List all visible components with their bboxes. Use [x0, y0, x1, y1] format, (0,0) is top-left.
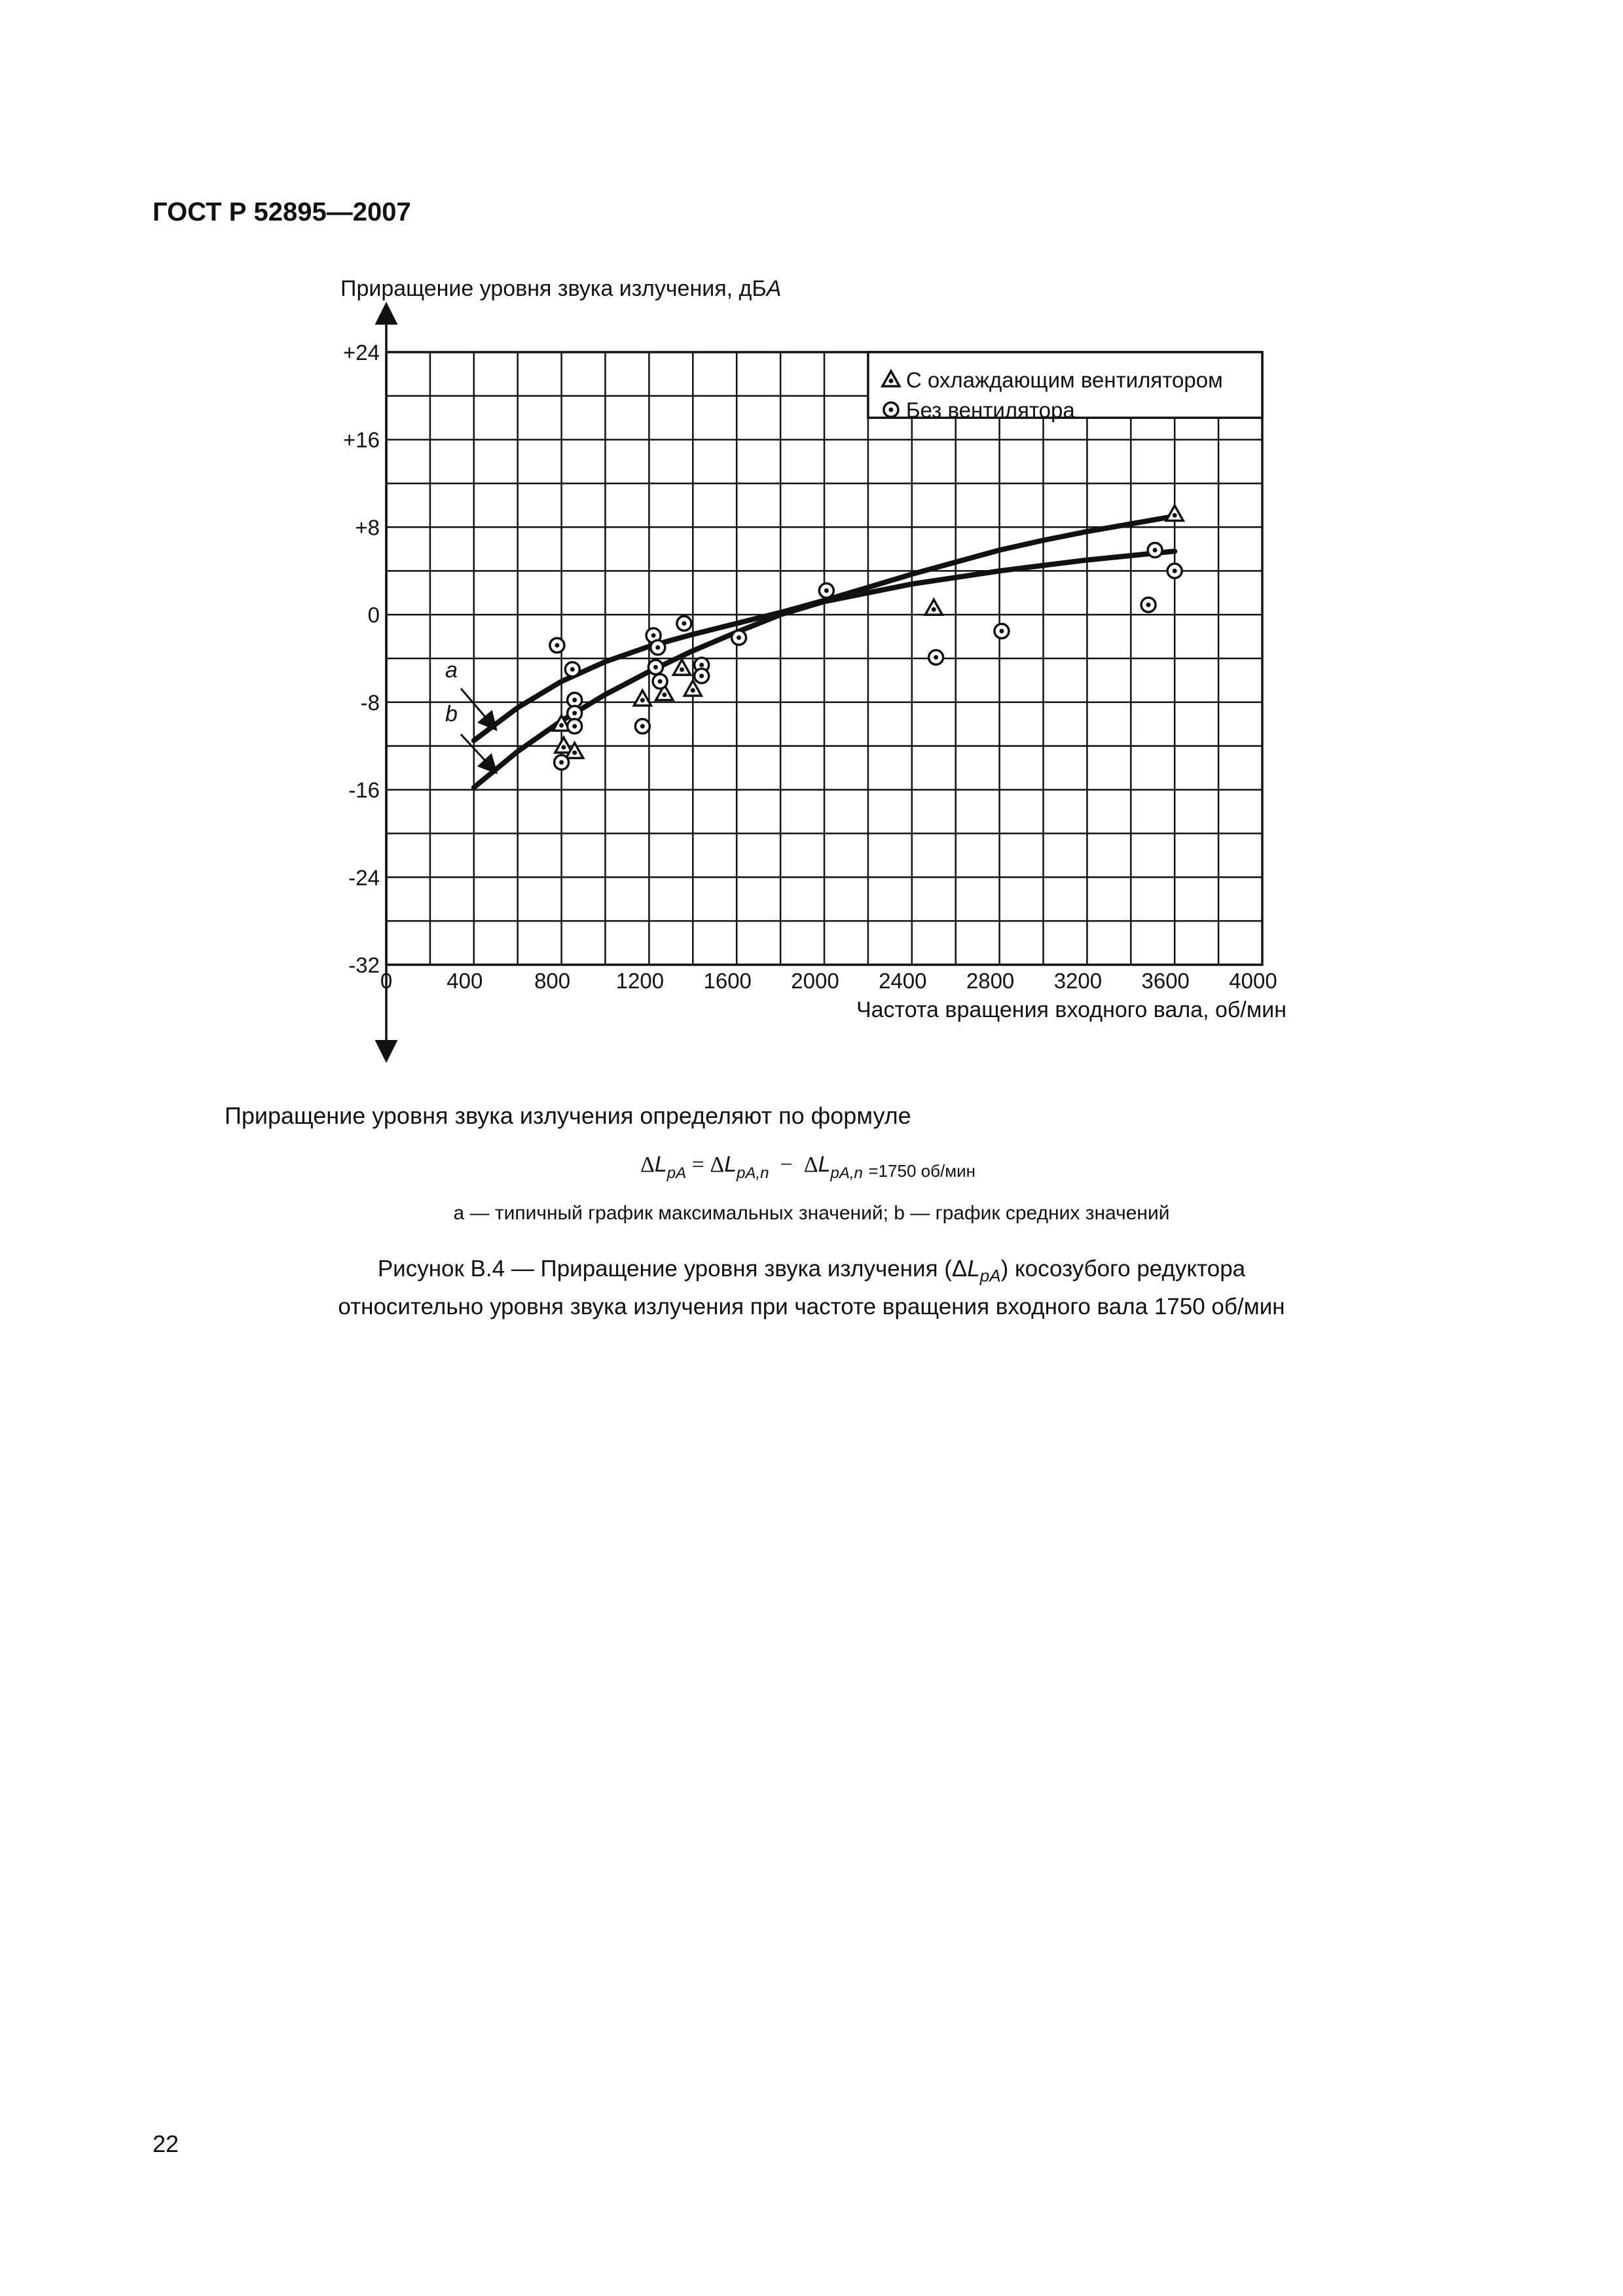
triangle-marker-dot	[1173, 513, 1177, 518]
data-point-circle	[1167, 564, 1182, 578]
formula-delta-3: Δ	[803, 1153, 818, 1177]
circle-marker-dot	[737, 636, 741, 640]
formula-delta-2: Δ	[710, 1153, 725, 1177]
x-tick-label: 3600	[1141, 969, 1190, 993]
caption-after: ) косозубого редуктора	[1000, 1256, 1246, 1282]
data-point-triangle	[925, 600, 942, 615]
circle-marker-dot	[640, 724, 645, 728]
data-point-circle	[994, 624, 1009, 638]
x-tick-label: 1200	[615, 969, 665, 993]
y-axis-label-unit: A	[766, 276, 782, 301]
triangle-marker-dot	[691, 688, 695, 692]
circle-marker-dot	[682, 621, 686, 626]
curve-note: a — типичный график максимальных значений; b — график средних значений	[453, 1202, 1170, 1224]
legend-label: Без вентилятора	[905, 398, 1075, 422]
triangle-marker-dot	[932, 607, 936, 612]
data-point-circle	[929, 650, 943, 664]
circle-marker-dot	[555, 643, 559, 647]
legend-marker-circle	[884, 403, 898, 417]
data-point-circle	[565, 662, 579, 677]
y-tick-label: -24	[348, 865, 380, 890]
document-header: ГОСТ Р 52895—2007	[153, 198, 411, 226]
data-point-circle	[555, 755, 569, 770]
circle-marker-dot	[572, 724, 577, 728]
x-tick-label: 2000	[791, 969, 839, 993]
circle-marker-dot	[1173, 569, 1177, 573]
y-tick-label: -16	[348, 778, 380, 802]
circle-marker-dot	[1146, 603, 1151, 607]
chart	[0, 0, 1623, 1100]
curve-label-b: b	[445, 702, 458, 726]
data-point-triangle	[674, 660, 691, 675]
formula-intro: Приращение уровня звука излучения определяют по формуле	[225, 1102, 911, 1129]
data-point-circle	[568, 719, 582, 734]
chart-labels	[445, 658, 492, 768]
data-point-triangle	[1166, 505, 1183, 520]
chart-grid	[386, 352, 1262, 965]
circle-marker-dot	[655, 645, 660, 650]
triangle-marker-dot	[572, 751, 577, 755]
circle-marker-dot	[888, 408, 893, 412]
circle-marker-dot	[653, 665, 658, 670]
data-point-circle	[653, 674, 667, 689]
legend-label: С охлаждающим вентилятором	[905, 368, 1223, 392]
y-tick-label: -8	[360, 690, 380, 715]
formula-delta: Δ	[640, 1153, 655, 1177]
formula-L: L	[654, 1152, 667, 1177]
formula	[640, 1152, 976, 1182]
triangle-marker-dot	[662, 692, 666, 697]
caption-sub: pA	[979, 1266, 1001, 1285]
data-point-circle	[677, 617, 691, 631]
circle-marker-dot	[572, 698, 577, 702]
data-point-circle	[732, 630, 746, 645]
circle-marker-dot	[559, 760, 564, 764]
circle-marker-dot	[658, 679, 663, 684]
chart-points	[550, 505, 1183, 769]
y-axis-label: Приращение уровня звука излучения, дБA	[340, 276, 782, 301]
x-tick-label: 0	[380, 969, 393, 993]
triangle-marker-dot	[680, 668, 684, 672]
x-tick-label: 4000	[1229, 969, 1277, 993]
caption-line2: относительно уровня звука излучения при частоте вращения входного вала 1750 об/мин	[338, 1294, 1285, 1319]
formula-sub-b: pA,n	[737, 1164, 769, 1182]
data-point-circle	[635, 719, 649, 734]
circle-marker-dot	[651, 633, 656, 637]
data-point-circle	[550, 638, 564, 653]
circle-marker-dot	[570, 667, 575, 672]
circle-marker-dot	[572, 711, 577, 715]
y-tick-label: 0	[367, 603, 380, 628]
triangle-marker-dot	[640, 698, 645, 702]
circle-marker-dot	[699, 673, 704, 678]
data-point-circle	[819, 583, 833, 598]
curve-a-leader	[461, 689, 492, 725]
y-tick-label: +16	[343, 427, 380, 452]
formula-eq: =	[691, 1153, 704, 1177]
curve-label-a: a	[445, 658, 458, 683]
circle-marker-dot	[999, 629, 1004, 634]
figure-caption	[0, 1253, 1623, 1323]
formula-sub-c: pA,n	[830, 1164, 863, 1182]
formula-L-3: L	[818, 1152, 831, 1177]
x-tick-label: 3200	[1053, 969, 1103, 993]
x-tick-label: 800	[534, 969, 571, 993]
data-point-circle	[648, 660, 663, 674]
y-tick-label: +24	[343, 340, 380, 365]
caption-L: L	[967, 1256, 980, 1282]
x-tick-label: 2400	[879, 969, 927, 993]
page-number: 22	[153, 2130, 179, 2157]
x-tick-label: 2800	[966, 969, 1015, 993]
x-tick-label: 400	[447, 969, 483, 993]
y-tick-label: +8	[355, 515, 380, 540]
triangle-marker-dot	[561, 745, 566, 749]
triangle-marker-dot	[559, 723, 564, 728]
data-point-circle	[695, 669, 709, 683]
data-point-circle	[1141, 598, 1156, 612]
circle-marker-dot	[934, 655, 938, 660]
circle-marker-dot	[699, 663, 704, 668]
data-point-circle	[651, 640, 665, 655]
formula-sub-c-tail: =1750 об/мин	[868, 1161, 976, 1181]
circle-marker-dot	[1153, 548, 1158, 552]
triangle-marker-dot	[888, 379, 893, 384]
circle-marker-dot	[824, 588, 829, 593]
formula-sub-a: pA	[666, 1164, 687, 1182]
x-axis-label: Частота вращения входного вала, об/мин	[856, 997, 1286, 1022]
formula-minus: −	[780, 1153, 793, 1177]
data-point-circle	[1148, 543, 1162, 558]
y-tick-label: -32	[348, 953, 380, 977]
caption-before: Рисунок В.4 — Приращение уровня звука излучения (Δ	[377, 1256, 968, 1282]
x-tick-label: 1600	[703, 969, 752, 993]
chart-legend	[868, 352, 1262, 422]
formula-L-2: L	[724, 1152, 737, 1177]
